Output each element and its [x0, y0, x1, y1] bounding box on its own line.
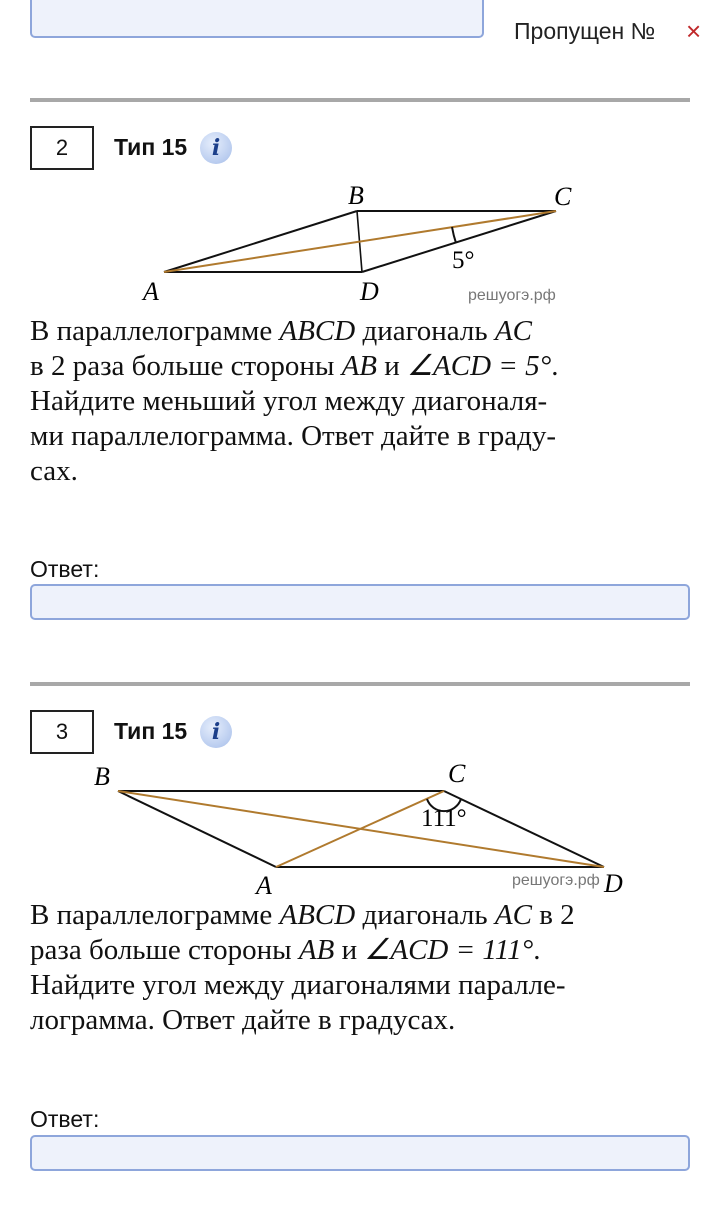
vertex-b-label: B — [94, 762, 110, 791]
problem-type-label: Тип 15 — [114, 718, 188, 744]
watermark: решуогэ.рф — [512, 872, 600, 889]
angle-arc — [452, 227, 456, 243]
vertex-d-label: D — [604, 869, 623, 898]
angle-label: 5° — [452, 247, 475, 274]
close-icon[interactable]: × — [686, 16, 702, 46]
answer-input[interactable] — [30, 584, 690, 620]
diagonal-ac — [276, 791, 444, 867]
vertex-a-label: A — [143, 277, 159, 306]
vertex-c-label: C — [448, 759, 466, 788]
skipped-notice — [484, 0, 720, 62]
vertex-c-label: C — [554, 182, 572, 211]
section-divider — [30, 682, 690, 686]
angle-label: 111° — [421, 805, 467, 832]
previous-answer-input[interactable] — [30, 0, 484, 38]
diagonal-ac — [164, 211, 556, 272]
problem-type-label: Тип 15 — [114, 134, 188, 160]
vertex-a-label: A — [256, 871, 272, 900]
info-icon[interactable]: i — [200, 132, 232, 164]
problem-statement: В параллелограмме ABCD диагональ AC в 2 раза больше стороны AB и ∠ACD = 5°. Найдите меньший угол между диагоналя- ми параллелограмма. Ответ дайте в граду- сах. — [30, 315, 559, 487]
side-cd — [444, 791, 604, 867]
problem-number: 3 — [30, 710, 94, 754]
parallelogram-figure — [80, 756, 640, 900]
vertex-d-label: D — [360, 277, 379, 306]
watermark: решуогэ.рф — [468, 287, 556, 304]
problem-number: 2 — [30, 126, 94, 170]
parallelogram-figure — [130, 176, 600, 312]
section-divider — [30, 98, 690, 102]
skipped-label: Пропущен № — [514, 18, 656, 44]
info-icon[interactable]: i — [200, 716, 232, 748]
answer-label: Ответ: — [30, 1106, 100, 1132]
answer-input[interactable] — [30, 1135, 690, 1171]
vertex-b-label: B — [348, 181, 364, 210]
answer-label: Ответ: — [30, 556, 100, 582]
problem-statement: В параллелограмме ABCD диагональ AC в 2 раза больше стороны AB и ∠ACD = 111°. Найдите угол между диагоналями паралле- лограмма. Ответ дайте в градусах. — [30, 899, 575, 1036]
side-ab — [164, 211, 357, 272]
